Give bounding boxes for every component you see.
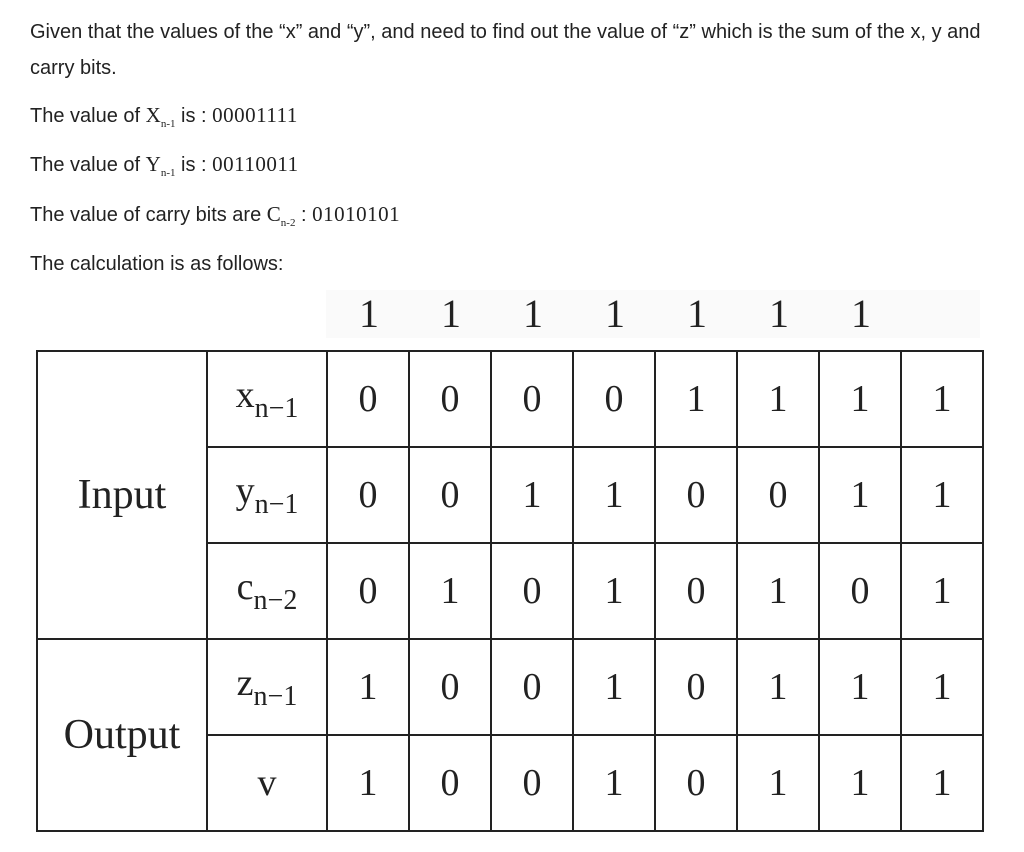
bit-cell: 0 (573, 351, 655, 447)
bit-cell: 1 (573, 543, 655, 639)
carry-row (326, 290, 980, 338)
intro-paragraph: Given that the values of the “x” and “y”, and need to find out the value of “z” which is the sum of the x, y and carry bits. (30, 21, 981, 79)
x-line-value: 00001111 (212, 103, 298, 127)
y-symbol: Y (145, 152, 161, 176)
bit-cell: 1 (573, 447, 655, 543)
row-label (207, 543, 327, 639)
truth-table (36, 350, 984, 832)
row-label (207, 639, 327, 735)
bit-cell: 1 (819, 447, 901, 543)
c-line-prefix: The value of carry bits are (30, 204, 262, 226)
bit-cell: 0 (737, 447, 819, 543)
input-group-label: Input (37, 351, 207, 639)
table-row (37, 351, 983, 447)
bit-cell: 1 (819, 351, 901, 447)
c-symbol: C (266, 202, 281, 226)
bit-cell: 0 (327, 351, 409, 447)
carry-bit: 1 (687, 291, 707, 336)
row-label (207, 447, 327, 543)
carry-bit: 1 (523, 291, 543, 336)
bit-cell: 1 (655, 351, 737, 447)
output-group-label: Output (37, 639, 207, 831)
row-subscript: n−1 (253, 681, 298, 712)
row-variable: v (257, 762, 277, 804)
row-label (207, 351, 327, 447)
row-subscript: n−2 (253, 585, 298, 616)
row-variable: y (235, 470, 255, 512)
table-row (37, 639, 983, 735)
x-value-line (30, 100, 298, 130)
row-variable: x (235, 374, 255, 416)
bit-cell: 0 (655, 639, 737, 735)
bit-cell: 0 (409, 447, 491, 543)
carry-bit: 1 (605, 291, 625, 336)
bit-cell: 1 (901, 351, 983, 447)
bit-cell: 1 (737, 735, 819, 831)
row-label (207, 735, 327, 831)
bit-cell: 0 (655, 735, 737, 831)
c-line-value: 01010101 (312, 202, 401, 226)
bit-cell: 1 (327, 639, 409, 735)
bit-cell: 0 (327, 447, 409, 543)
bit-cell: 0 (409, 735, 491, 831)
bit-cell: 1 (819, 639, 901, 735)
row-variable: z (236, 662, 254, 704)
bit-cell: 1 (901, 447, 983, 543)
bit-cell: 0 (491, 735, 573, 831)
carry-value-line (30, 199, 400, 229)
bit-cell: 0 (655, 543, 737, 639)
bit-cell: 0 (491, 639, 573, 735)
bit-cell: 1 (737, 543, 819, 639)
row-subscript: n−1 (254, 393, 299, 424)
calc-label: The calculation is as follows: (30, 253, 284, 275)
bit-cell: 0 (327, 543, 409, 639)
carry-bit: 1 (359, 291, 379, 336)
x-symbol: X (145, 103, 161, 127)
x-subscript: n-1 (160, 118, 176, 130)
bit-cell: 1 (737, 639, 819, 735)
y-line-mid: is : (181, 154, 207, 176)
y-subscript: n-1 (160, 167, 176, 179)
c-line-mid: : (301, 204, 307, 226)
carry-bit: 1 (769, 291, 789, 336)
bit-cell: 0 (819, 543, 901, 639)
bit-cell: 0 (409, 351, 491, 447)
bit-cell: 0 (655, 447, 737, 543)
y-line-value: 00110011 (212, 152, 299, 176)
x-line-mid: is : (181, 105, 207, 127)
bit-cell: 1 (327, 735, 409, 831)
row-subscript: n−1 (254, 489, 299, 520)
bit-cell: 1 (819, 735, 901, 831)
bit-cell: 1 (573, 639, 655, 735)
c-subscript: n-2 (280, 217, 296, 229)
bit-cell: 1 (573, 735, 655, 831)
bit-cell: 1 (409, 543, 491, 639)
bit-cell: 0 (491, 543, 573, 639)
bit-cell: 1 (491, 447, 573, 543)
y-value-line (30, 149, 299, 179)
bit-cell: 1 (737, 351, 819, 447)
bit-cell: 1 (901, 543, 983, 639)
bit-cell: 1 (901, 735, 983, 831)
row-variable: c (236, 566, 254, 608)
y-line-prefix: The value of (30, 154, 141, 176)
bit-cell: 0 (409, 639, 491, 735)
bit-cell: 1 (901, 639, 983, 735)
x-line-prefix: The value of (30, 105, 141, 127)
carry-bit: 1 (851, 291, 871, 336)
bit-cell: 0 (491, 351, 573, 447)
carry-bit: 1 (441, 291, 461, 336)
